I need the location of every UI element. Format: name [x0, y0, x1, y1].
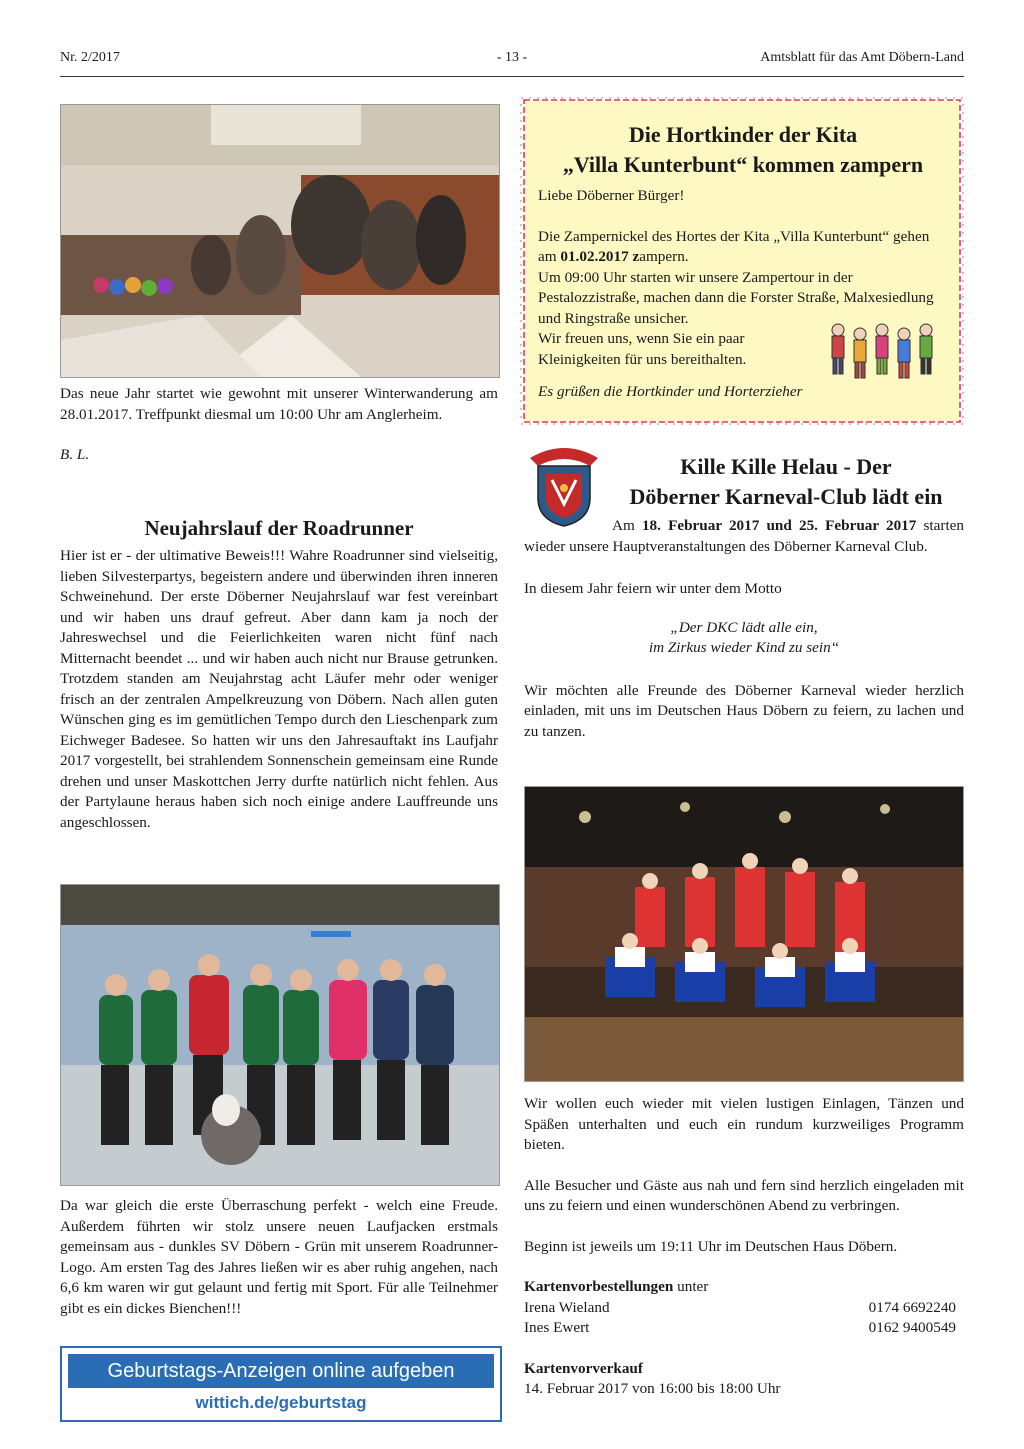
karneval-article: [524, 516, 964, 742]
birthday-ad-headline: Geburtstags-Anzeigen online aufgeben: [68, 1354, 494, 1388]
hort-paragraph-date: Die Zampernickel des Hortes der Kita „Villa Kunterbunt“ gehen am 01.02.2017 zampern.: [538, 227, 930, 265]
hort-title-line1: Die Hortkinder der Kita: [628, 122, 858, 147]
hort-title-line2: „Villa Kunterbunt“ kommen zampern: [562, 152, 924, 177]
hort-closing: Es grüßen die Hortkinder und Horterzieher: [538, 383, 803, 400]
roadrunner-article: [60, 514, 498, 833]
runners-group-photo: [60, 884, 500, 1186]
karneval-start-time: Beginn ist jeweils um 19:11 Uhr im Deutschen Haus Döbern.: [524, 1237, 898, 1255]
roadrunner-title: Neujahrslauf der Roadrunner: [144, 516, 414, 540]
karneval-program-text: Wir wollen euch wieder mit vielen lustigen Einlagen, Tänzen und Späßen unterhalten und euch ein rundum kurzweiliges Programm bieten.: [524, 1095, 964, 1153]
karneval-intro: Am 18. Februar 2017 und 25. Februar 2017 starten wieder unsere Hauptveranstaltungen des Döberner Karneval Club.: [524, 517, 964, 555]
winter-hike-signature: B. L.: [60, 446, 90, 463]
costumed-kids-illustration: [826, 318, 946, 388]
issue-number: Nr. 2/2017: [60, 50, 120, 65]
karneval-details: [524, 1094, 964, 1400]
birthday-ad-banner[interactable]: [60, 1346, 502, 1422]
karneval-title-line2: Döberner Karneval-Club lädt ein: [629, 484, 943, 509]
header-divider: [60, 76, 964, 77]
hort-greeting: Liebe Döberner Bürger!: [538, 187, 685, 204]
karneval-motto-intro: In diesem Jahr feiern wir unter dem Motto: [524, 580, 782, 597]
contact-row: [524, 1298, 964, 1319]
contact-row: [524, 1318, 964, 1339]
bowling-hall-photo: [60, 104, 500, 378]
carnival-dancers-photo: [524, 786, 964, 1082]
hort-paragraph-thanks: Wir freuen uns, wenn Sie ein paar Kleinigkeiten für uns bereithalten.: [538, 330, 747, 368]
hort-date: 01.02.2017 z: [560, 248, 640, 265]
page-number: - 13 -: [496, 50, 528, 65]
winter-hike-text: Das neue Jahr startet wie gewohnt mit unserer Winterwanderung am 28.01.2017. Treffpunkt diesmal um 10:00 Uhr am Anglerheim.: [60, 385, 498, 423]
karneval-motto-line2: im Zirkus wieder Kind zu sein“: [648, 639, 840, 656]
surprise-paragraph: [60, 1196, 498, 1319]
winter-hike-notice: [60, 384, 498, 466]
birthday-ad-url[interactable]: wittich.de/geburtstag: [195, 1393, 367, 1412]
contact-phone: 0162 9400549: [868, 1319, 956, 1336]
karneval-dates: 18. Februar 2017 und 25. Februar 2017: [641, 517, 917, 534]
roadrunner-text: Hier ist er - der ultimative Beweis!!! Wahre Roadrunner sind vielseitig, lieben Silvesterpartys, begeistern andere und überwinden ihren inneren Schweinehund. Der erste Döberner Neujahrslauf war fest vereinbart und wir haben uns drauf gefreut. Aber dann kam ja noch der Jahreswechsel und die Feierlichkeiten waren nicht fünf nach Mitternacht beendet ... und wir haben auch nicht nur Brause getrunken. Trotzdem standen am Neujahrstag acht Läufer mehr oder weniger frisch an der zentralen Ampelkreuzung von Döbern. Nach allen guten Wünschen ging es im gemütlichen Tempo durch den Lieschenpark zum Eichweger Badesee. So hatten wir uns den Jahresauftakt ins Laufjahr 2017 vorgestellt, bei strahlendem Sonnenschein gemeinsam eine Runde drehen und unser Maskottchen Jerry durfte natürlich nicht fehlen. Aus der Partylaune heraus haben sich noch einige andere Lauffreunde uns angeschlossen.: [60, 547, 498, 831]
hort-paragraph-route: Um 09:00 Uhr starten wir unsere Zampertour in der Pestalozzistraße, machen dann die Forster Straße, Malxesiedlung und Ringstraße unsicher.: [538, 268, 934, 327]
karneval-title-line1: Kille Kille Helau - Der: [680, 454, 892, 479]
contact-name: Ines Ewert: [524, 1319, 590, 1336]
publication-name: Amtsblatt für das Amt Döbern-Land: [760, 50, 964, 65]
presale-heading: Kartenvorverkauf: [524, 1359, 643, 1377]
contact-name: Irena Wieland: [524, 1298, 610, 1316]
page-header: [60, 50, 964, 72]
contact-phone: 0174 6692240: [868, 1298, 956, 1316]
presale-date: 14. Februar 2017 von 16:00 bis 18:00 Uhr: [524, 1380, 781, 1397]
surprise-text: Da war gleich die erste Überraschung perfekt - welch eine Freude. Außerdem führten wir stolz unsere neuen Laufjacken erstmals gemeinsam aus - dunkles SV Döbern - Grün mit unserem Roadrunner-Logo. Am ersten Tag des Jahres ließen wir es aber ruhig angehen, nach 6,6 km waren wir gut gelaunt und fertig mit Sport. Für alle Teilnehmer gibt es ein dickes Bienchen!!!: [60, 1197, 498, 1317]
karneval-motto-line1: „Der DKC lädt alle ein,: [670, 618, 818, 636]
karneval-title-block: [610, 452, 962, 512]
prebooking-heading: Kartenvorbestellungen unter: [524, 1278, 709, 1295]
karneval-guests-text: Alle Besucher und Gäste aus nah und fern sind herzlich eingeladen mit uns zu feiern und einen wunderschönen Abend zu verbringen.: [524, 1176, 964, 1214]
karneval-invitation: Wir möchten alle Freunde des Döberner Karneval wieder herzlich einladen, mit uns im Deutschen Haus Döbern zu feiern, zu lachen und zu tanzen.: [524, 681, 964, 740]
